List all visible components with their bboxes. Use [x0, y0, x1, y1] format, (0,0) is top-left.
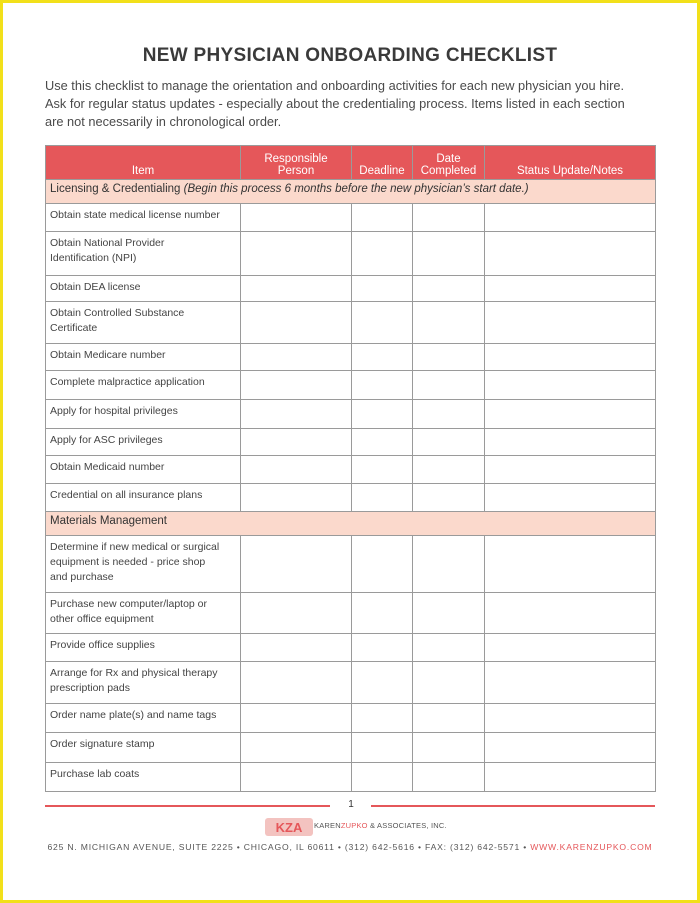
status-notes-cell[interactable]	[485, 429, 656, 456]
table-row	[46, 704, 656, 733]
section-row	[46, 180, 656, 204]
table-row	[46, 276, 656, 302]
table-row	[46, 763, 656, 792]
item-cell	[46, 662, 241, 704]
page-number: 1	[348, 799, 354, 810]
company-logo	[265, 817, 313, 837]
item-line: Obtain DEA license	[50, 281, 141, 293]
deadline-cell[interactable]	[352, 371, 413, 400]
company-name-part: & ASSOCIATES, INC.	[367, 821, 447, 830]
date-completed-cell[interactable]	[413, 400, 485, 429]
responsible-cell[interactable]	[241, 429, 352, 456]
section-row	[46, 512, 656, 536]
status-notes-cell[interactable]	[485, 662, 656, 704]
responsible-cell[interactable]	[241, 634, 352, 662]
checklist-page	[3, 3, 697, 900]
item-cell	[46, 456, 241, 484]
deadline-cell[interactable]	[352, 456, 413, 484]
date-completed-cell[interactable]	[413, 593, 485, 634]
status-notes-cell[interactable]	[485, 302, 656, 344]
date-completed-cell[interactable]	[413, 763, 485, 792]
item-cell	[46, 536, 241, 593]
footer-divider-right	[371, 805, 655, 807]
date-completed-cell[interactable]	[413, 662, 485, 704]
company-name	[314, 821, 447, 830]
item-cell	[46, 429, 241, 456]
status-notes-cell[interactable]	[485, 704, 656, 733]
item-line: Obtain state medical license number	[50, 209, 220, 221]
item-cell	[46, 733, 241, 763]
intro-text	[45, 77, 660, 131]
status-notes-cell[interactable]	[485, 204, 656, 232]
item-line: Apply for ASC privileges	[50, 434, 163, 446]
item-cell	[46, 400, 241, 429]
date-completed-cell[interactable]	[413, 634, 485, 662]
section-name: Materials Management	[50, 515, 167, 527]
table-row	[46, 536, 656, 593]
item-line: Obtain Controlled Substance	[50, 307, 185, 319]
item-cell	[46, 302, 241, 344]
responsible-cell[interactable]	[241, 232, 352, 276]
date-completed-cell[interactable]	[413, 733, 485, 763]
intro-line: are not necessarily in chronological order.	[45, 114, 282, 129]
header-responsible-person	[241, 146, 352, 180]
deadline-cell[interactable]	[352, 704, 413, 733]
item-cell	[46, 593, 241, 634]
responsible-cell[interactable]	[241, 371, 352, 400]
date-completed-cell[interactable]	[413, 704, 485, 733]
page-title: NEW PHYSICIAN ONBOARDING CHECKLIST	[142, 45, 558, 66]
date-completed-cell[interactable]	[413, 232, 485, 276]
responsible-cell[interactable]	[241, 400, 352, 429]
deadline-cell[interactable]	[352, 536, 413, 593]
table-row	[46, 456, 656, 484]
responsible-cell[interactable]	[241, 344, 352, 371]
item-line: Order signature stamp	[50, 738, 155, 750]
responsible-cell[interactable]	[241, 302, 352, 344]
table-row	[46, 344, 656, 371]
date-completed-cell[interactable]	[413, 429, 485, 456]
status-notes-cell[interactable]	[485, 456, 656, 484]
item-line: Apply for hospital privileges	[50, 405, 178, 417]
table-row	[46, 400, 656, 429]
responsible-cell[interactable]	[241, 276, 352, 302]
item-cell	[46, 371, 241, 400]
deadline-cell[interactable]	[352, 400, 413, 429]
table-row	[46, 662, 656, 704]
table-row	[46, 733, 656, 763]
item-line: Order name plate(s) and name tags	[50, 709, 217, 721]
responsible-cell[interactable]	[241, 733, 352, 763]
date-completed-cell[interactable]	[413, 204, 485, 232]
deadline-cell[interactable]	[352, 763, 413, 792]
table-row	[46, 204, 656, 232]
status-notes-cell[interactable]	[485, 593, 656, 634]
status-notes-cell[interactable]	[485, 400, 656, 429]
item-line: Obtain Medicaid number	[50, 461, 165, 473]
deadline-cell[interactable]	[352, 276, 413, 302]
item-line: Identification (NPI)	[50, 252, 137, 264]
item-cell	[46, 634, 241, 662]
status-notes-cell[interactable]	[485, 484, 656, 512]
date-completed-cell[interactable]	[413, 302, 485, 344]
date-completed-cell[interactable]	[413, 371, 485, 400]
section-materials-management	[46, 512, 656, 536]
deadline-cell[interactable]	[352, 593, 413, 634]
date-completed-cell[interactable]	[413, 344, 485, 371]
table-row	[46, 484, 656, 512]
responsible-cell[interactable]	[241, 593, 352, 634]
date-completed-cell[interactable]	[413, 536, 485, 593]
website-link[interactable]: WWW.KARENZUPKO.COM	[530, 842, 653, 852]
date-completed-cell[interactable]	[413, 484, 485, 512]
deadline-cell[interactable]	[352, 429, 413, 456]
item-line: other office equipment	[50, 613, 154, 625]
table-row	[46, 593, 656, 634]
responsible-cell[interactable]	[241, 484, 352, 512]
section-licensing-credentialing	[46, 180, 656, 204]
header-row	[46, 146, 656, 180]
item-line: Provide office supplies	[50, 639, 155, 651]
item-line: Obtain Medicare number	[50, 349, 166, 361]
table-row	[46, 302, 656, 344]
item-cell	[46, 484, 241, 512]
header-deadline: Deadline	[352, 146, 413, 180]
item-cell	[46, 204, 241, 232]
item-line: and purchase	[50, 571, 114, 583]
deadline-cell[interactable]	[352, 662, 413, 704]
responsible-cell[interactable]	[241, 763, 352, 792]
table-row	[46, 232, 656, 276]
footer-divider-left	[45, 805, 330, 807]
date-completed-cell[interactable]	[413, 456, 485, 484]
header-line: Responsible	[264, 153, 328, 165]
status-notes-cell[interactable]	[485, 371, 656, 400]
item-cell	[46, 344, 241, 371]
responsible-cell[interactable]	[241, 662, 352, 704]
header-status-notes: Status Update/Notes	[485, 146, 656, 180]
company-name-part: KAREN	[314, 821, 341, 830]
item-cell	[46, 704, 241, 733]
item-line: equipment is needed - price shop	[50, 556, 206, 568]
status-notes-cell[interactable]	[485, 536, 656, 593]
status-notes-cell[interactable]	[485, 344, 656, 371]
responsible-cell[interactable]	[241, 204, 352, 232]
address-text: 625 N. MICHIGAN AVENUE, SUITE 2225 • CHICAGO, IL 60611 • (312) 642-5616 • FAX: (312) 642-5571 •	[47, 842, 531, 852]
responsible-cell[interactable]	[241, 536, 352, 593]
item-line: Purchase new computer/laptop or	[50, 598, 208, 610]
status-notes-cell[interactable]	[485, 733, 656, 763]
deadline-cell[interactable]	[352, 302, 413, 344]
table-row	[46, 371, 656, 400]
item-line: prescription pads	[50, 682, 130, 694]
section-note: (Begin this process 6 months before the new physician’s start date.)	[183, 183, 529, 195]
deadline-cell[interactable]	[352, 733, 413, 763]
item-line: Arrange for Rx and physical therapy	[50, 667, 218, 679]
date-completed-cell[interactable]	[413, 276, 485, 302]
table-row	[46, 634, 656, 662]
item-line: Determine if new medical or surgical	[50, 541, 220, 553]
checklist-table	[45, 145, 656, 792]
footer-address	[3, 842, 697, 852]
header-line: Date	[436, 153, 461, 165]
deadline-cell[interactable]	[352, 484, 413, 512]
item-line: Credential on all insurance plans	[50, 489, 203, 501]
header-line: Completed	[420, 165, 477, 177]
header-date-completed	[413, 146, 485, 180]
intro-line: Use this checklist to manage the orientation and onboarding activities for each new physician you hire.	[45, 78, 625, 93]
item-line: Complete malpractice application	[50, 376, 205, 388]
responsible-cell[interactable]	[241, 704, 352, 733]
deadline-cell[interactable]	[352, 232, 413, 276]
item-line: Certificate	[50, 322, 98, 334]
item-cell	[46, 276, 241, 302]
item-line: Purchase lab coats	[50, 768, 140, 780]
status-notes-cell[interactable]	[485, 763, 656, 792]
deadline-cell[interactable]	[352, 634, 413, 662]
status-notes-cell[interactable]	[485, 276, 656, 302]
header-line: Person	[277, 165, 315, 177]
item-line: Obtain National Provider	[50, 237, 165, 249]
deadline-cell[interactable]	[352, 204, 413, 232]
company-name-part: ZUPKO	[340, 821, 368, 830]
responsible-cell[interactable]	[241, 456, 352, 484]
section-name: Licensing & Credentialing	[50, 183, 181, 195]
header-item: Item	[46, 146, 241, 180]
logo-text: KZA	[275, 820, 303, 835]
deadline-cell[interactable]	[352, 344, 413, 371]
status-notes-cell[interactable]	[485, 634, 656, 662]
item-cell	[46, 232, 241, 276]
status-notes-cell[interactable]	[485, 232, 656, 276]
item-cell	[46, 763, 241, 792]
table-row	[46, 429, 656, 456]
intro-line: Ask for regular status updates - especially about the credentialing process. Items listed in each section	[45, 96, 625, 111]
